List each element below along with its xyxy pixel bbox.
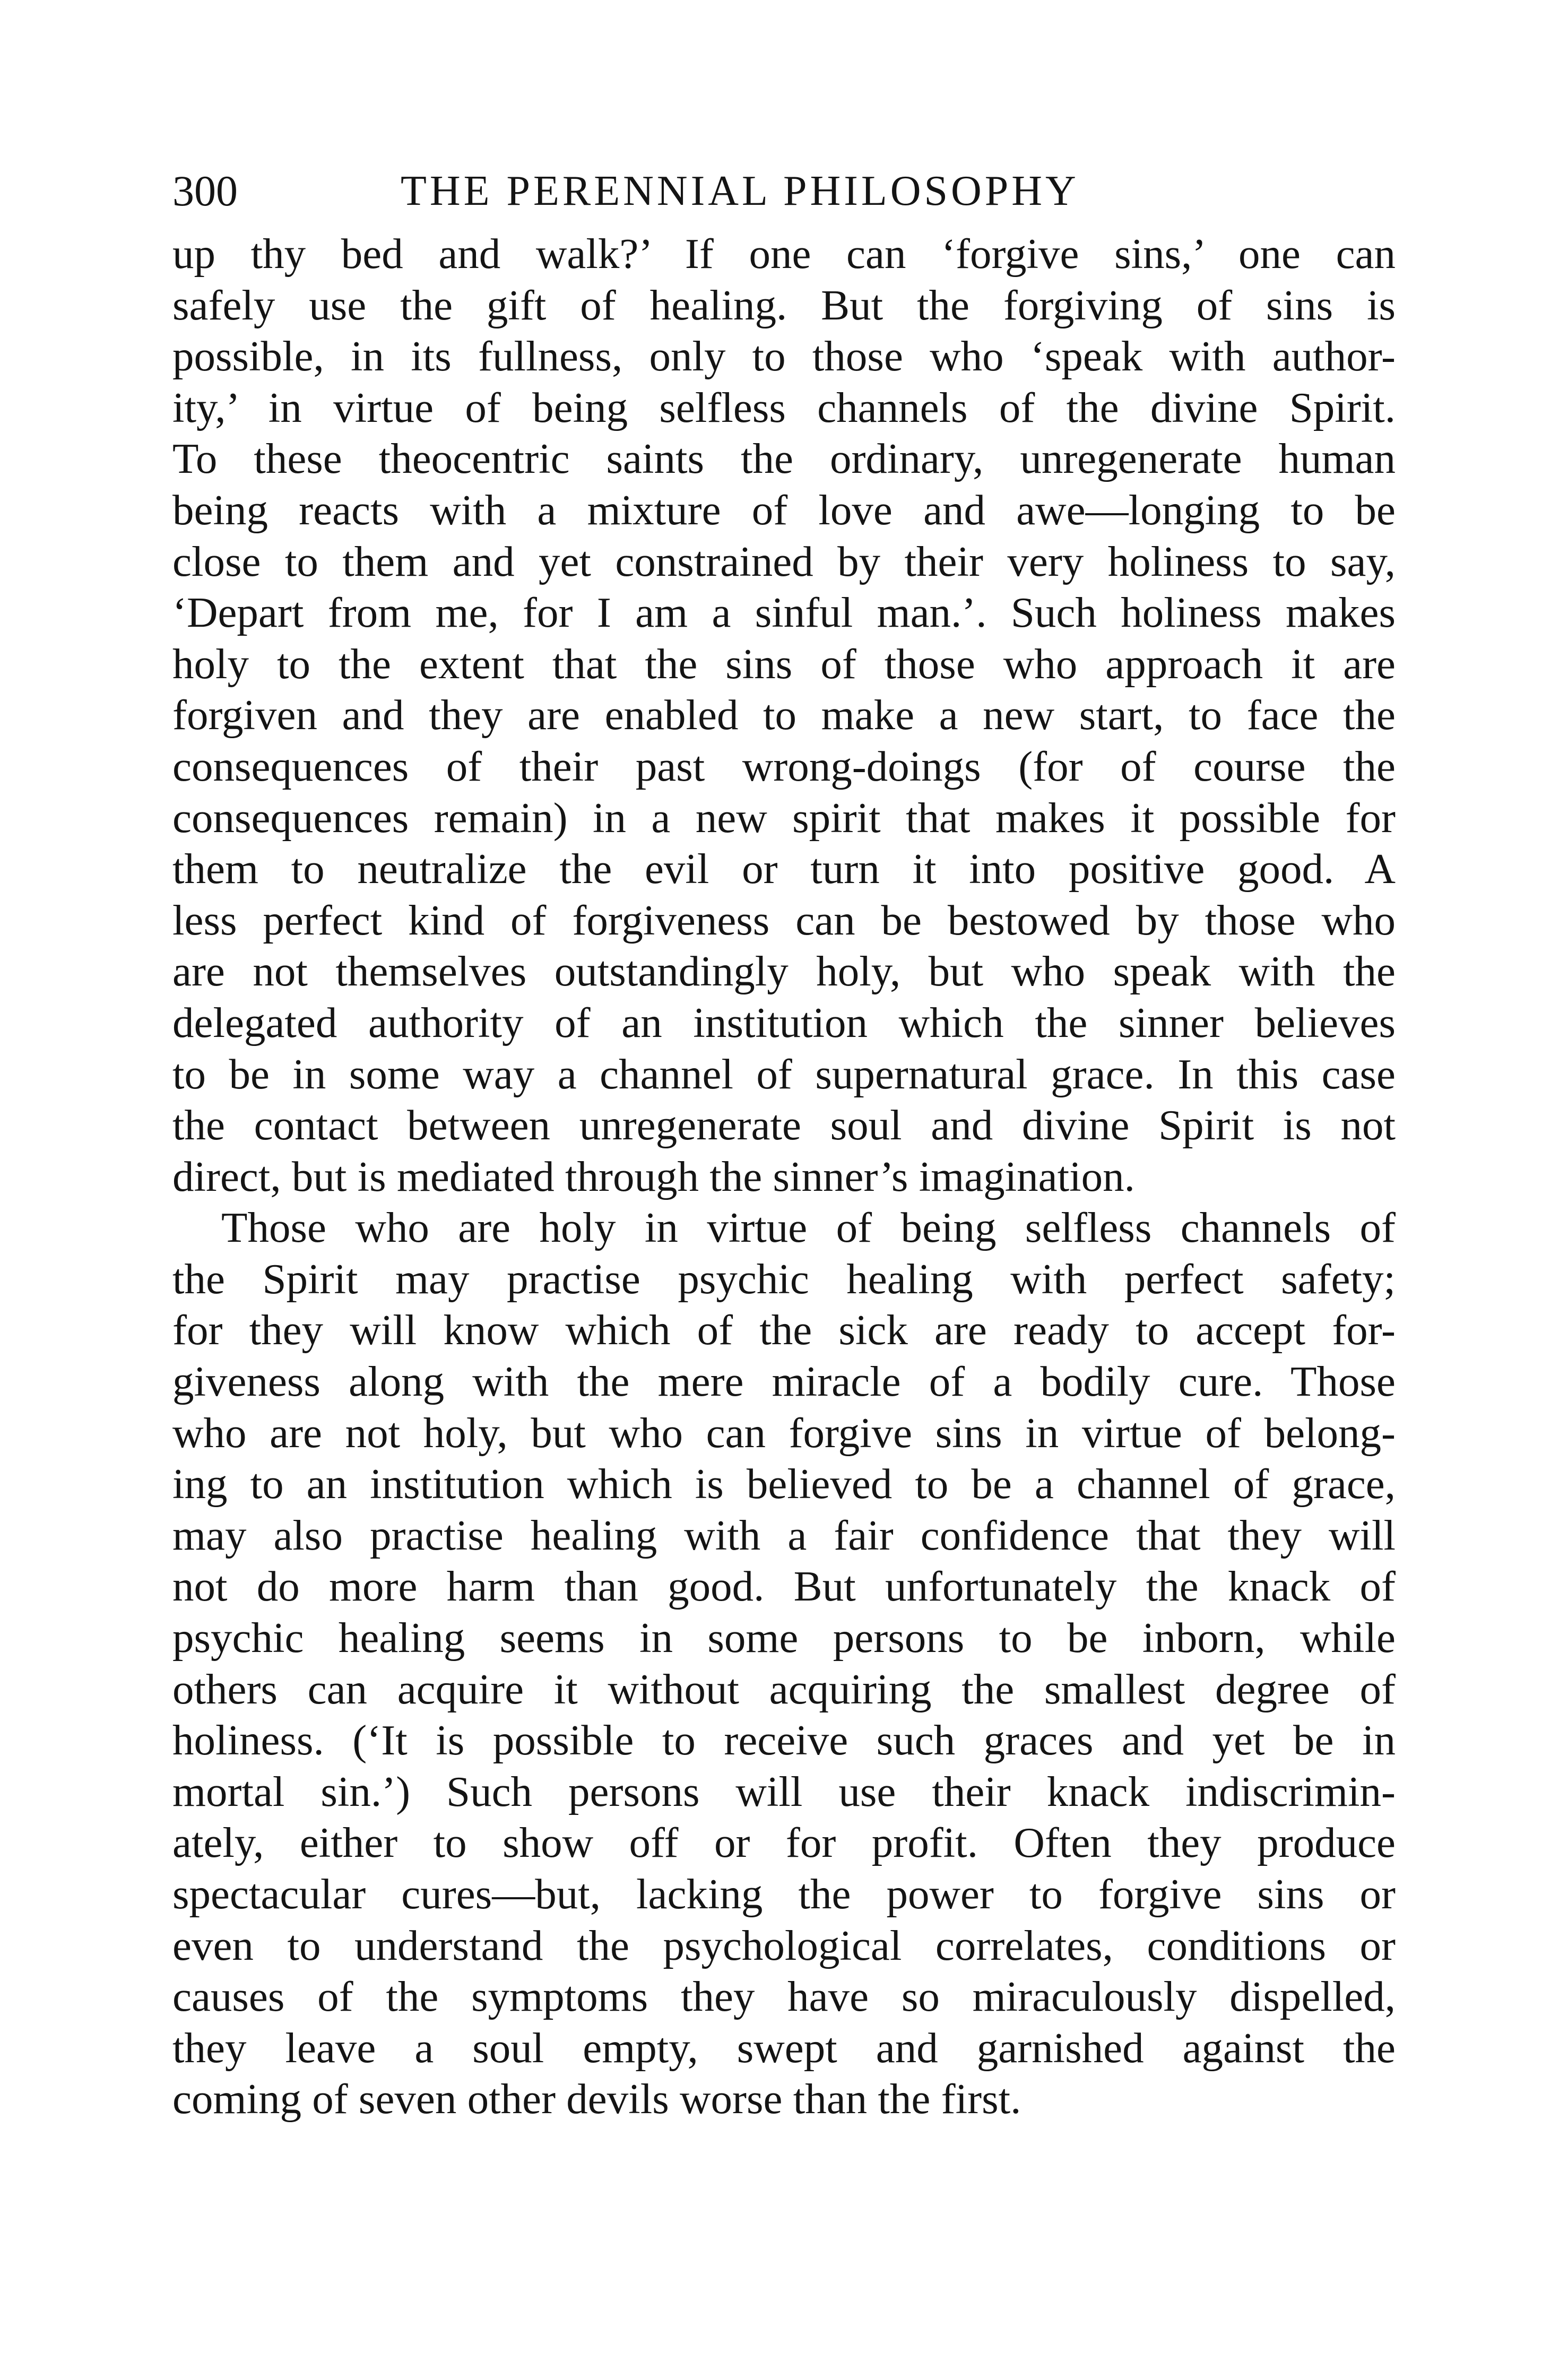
text-line: holy to the extent that the sins of those who approach it are	[172, 639, 1396, 688]
text-line: ‘Depart from me, for I am a sinful man.’. Such holiness makes	[172, 589, 1396, 637]
text-line: spectacular cures—but, lacking the power to forgive sins or	[172, 1870, 1396, 1918]
text-line: consequences of their past wrong-doings (for of course the	[172, 742, 1396, 790]
book-page	[172, 154, 1396, 2125]
text-line: being reacts with a mixture of love and awe—longing to be	[172, 486, 1396, 534]
text-line: ity,’ in virtue of being selfless channels of the divine Spirit.	[172, 383, 1396, 431]
page-number: 300	[172, 167, 238, 215]
text-line: To these theocentric saints the ordinary, unregenerate human	[172, 435, 1396, 483]
text-line: giveness along with the mere miracle of a bodily cure. Those	[172, 1357, 1396, 1406]
text-line: Those who are holy in virtue of being selfless channels of	[221, 1204, 1396, 1252]
paragraph-1	[172, 228, 1396, 1202]
text-line: them to neutralize the evil or turn it into positive good. A	[172, 845, 1396, 893]
text-line: not do more harm than good. But unfortunately the knack of	[172, 1562, 1396, 1611]
body-text	[172, 228, 1396, 2125]
text-line: up thy bed and walk?’ If one can ‘forgive sins,’ one can	[172, 230, 1396, 278]
text-line: coming of seven other devils worse than the first.	[172, 2075, 1021, 2123]
text-line: ately, either to show off or for profit. Often they produce	[172, 1819, 1396, 1867]
running-head	[172, 154, 1396, 228]
text-line: direct, but is mediated through the sinner’s imagination.	[172, 1152, 1135, 1200]
text-line: for they will know which of the sick are ready to accept for-	[172, 1306, 1396, 1354]
text-line: to be in some way a channel of supernatural grace. In this case	[172, 1050, 1396, 1098]
text-line: delegated authority of an institution which the sinner believes	[172, 998, 1396, 1046]
text-line: the Spirit may practise psychic healing with perfect safety;	[172, 1255, 1396, 1303]
text-line: may also practise healing with a fair confidence that they will	[172, 1511, 1396, 1559]
book-title: THE PERENNIAL PHILOSOPHY	[401, 168, 1079, 214]
text-line: causes of the symptoms they have so miraculously dispelled,	[172, 1973, 1396, 2021]
text-line: others can acquire it without acquiring the smallest degree of	[172, 1665, 1396, 1713]
text-line: who are not holy, but who can forgive sins in virtue of belong-	[172, 1408, 1396, 1457]
text-line: close to them and yet constrained by their very holiness to say,	[172, 537, 1396, 585]
text-line: they leave a soul empty, swept and garnished against the	[172, 2023, 1396, 2072]
text-line: mortal sin.’) Such persons will use their knack indiscrimin-	[172, 1767, 1396, 1815]
text-line: holiness. (‘It is possible to receive such graces and yet be in	[172, 1716, 1396, 1764]
text-line: forgiven and they are enabled to make a new start, to face the	[172, 691, 1396, 739]
text-line: the contact between unregenerate soul and divine Spirit is not	[172, 1101, 1396, 1149]
text-line: possible, in its fullness, only to those who ‘speak with author-	[172, 332, 1396, 380]
paragraph-2	[172, 1202, 1396, 2125]
text-line: psychic healing seems in some persons to be inborn, while	[172, 1614, 1396, 1662]
text-line: consequences remain) in a new spirit that makes it possible for	[172, 793, 1396, 842]
text-line: even to understand the psychological correlates, conditions or	[172, 1921, 1396, 1969]
text-line: safely use the gift of healing. But the forgiving of sins is	[172, 281, 1396, 329]
text-line: are not themselves outstandingly holy, but who speak with the	[172, 947, 1396, 996]
text-line: ing to an institution which is believed to be a channel of grace,	[172, 1460, 1396, 1508]
text-line: less perfect kind of forgiveness can be bestowed by those who	[172, 896, 1396, 944]
